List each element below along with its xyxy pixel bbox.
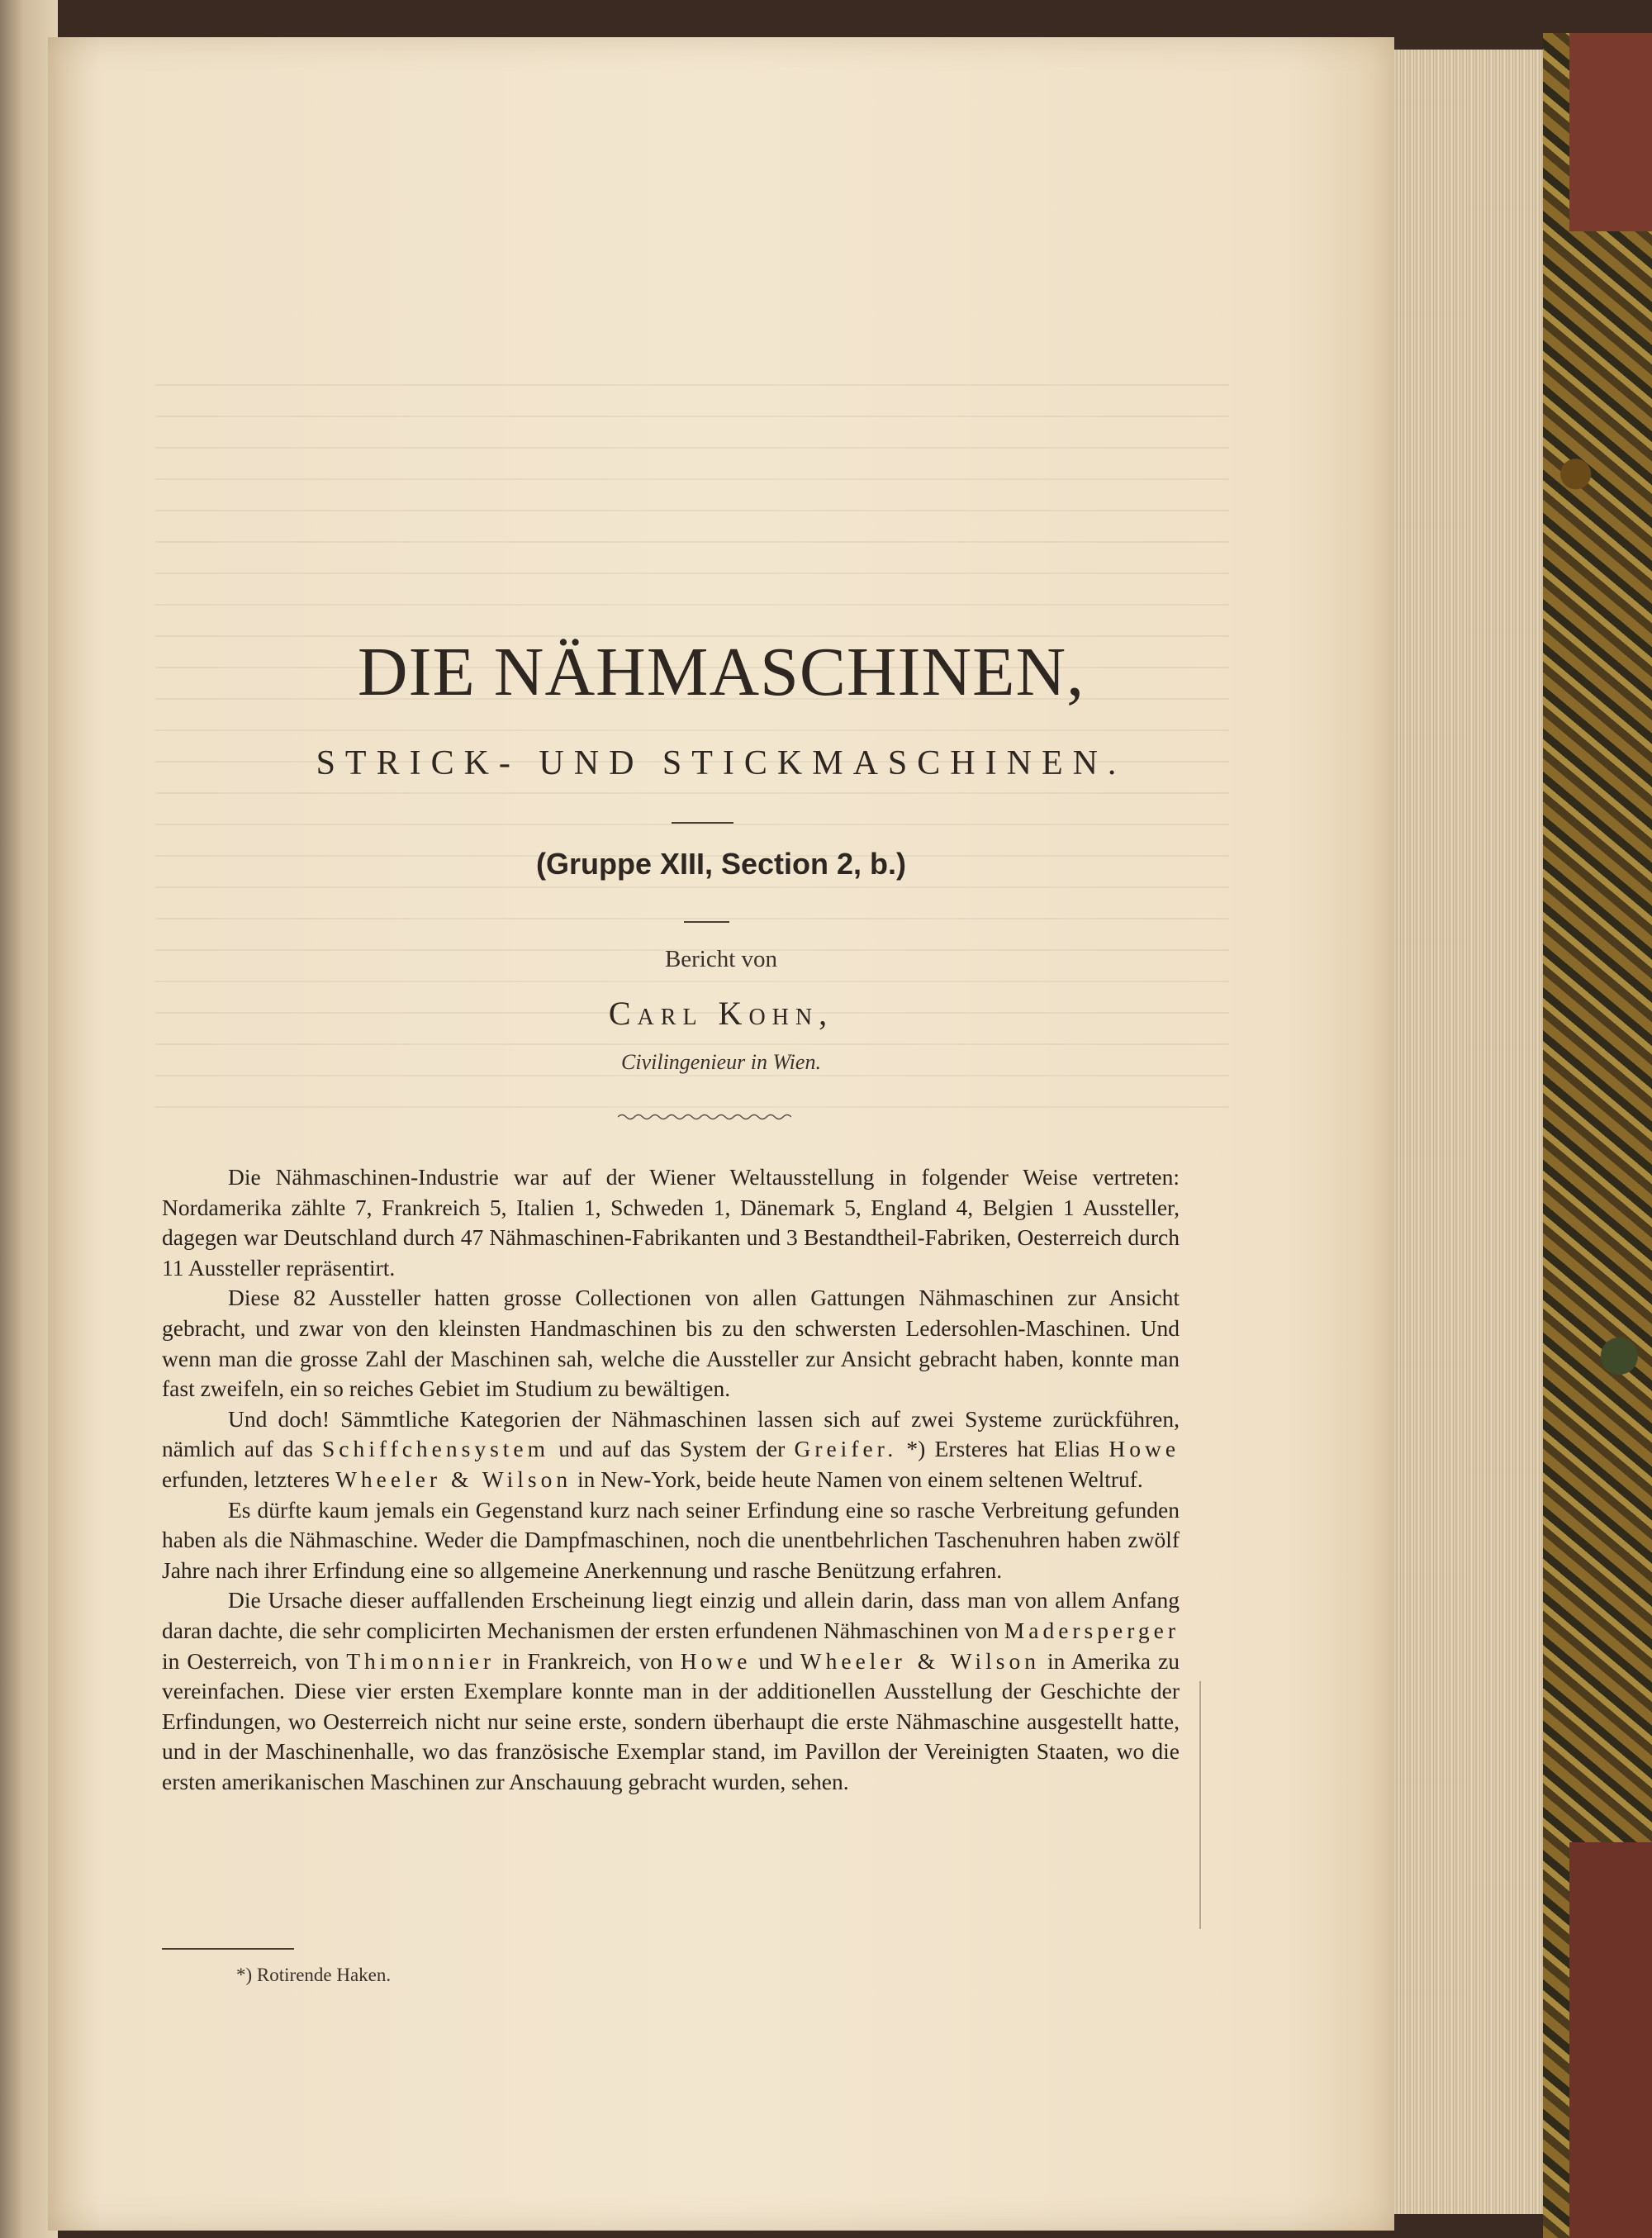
group-rule [684, 921, 729, 923]
title-rule [672, 822, 733, 824]
page-stack-edge [1394, 50, 1543, 2214]
author-affiliation: Civilingenieur in Wien. [621, 1050, 821, 1074]
paragraph-2: Diese 82 Aussteller hatten grosse Collectionen von allen Gattungen Nähmaschinen zur Ansicht gebracht, und zwar von den kleinsten Handmaschinen bis zu den schwersten Ledersohlen-Maschinen. Und wenn man die grosse Zahl der Maschinen sah, welche die Aussteller zur Ansicht gebracht haben, konnte man fast zweifeln, ein so reiches Gebiet im Studium zu bewältigen. [162, 1285, 1180, 1402]
text-span: in Oesterreich, von [162, 1647, 339, 1674]
text-span: und auf das System der [558, 1436, 786, 1462]
text-span: in Frankreich, von [502, 1647, 673, 1674]
ornamental-divider [618, 1111, 791, 1123]
body-text [162, 1162, 1180, 1797]
name-madersperger: Madersperger [1004, 1617, 1180, 1643]
term-shuttle-system: Schiffchensystem [322, 1436, 550, 1462]
paragraph-3 [162, 1404, 1180, 1495]
name-wheeler-wilson: Wheeler & Wilson [335, 1466, 572, 1492]
name-wheeler-wilson: Wheeler & Wilson [800, 1647, 1040, 1674]
page-content [48, 37, 1394, 2231]
margin-mark [1199, 1681, 1201, 1929]
page-title: DIE NÄHMASCHINEN, [357, 634, 1085, 710]
paragraph-1: Die Nähmaschinen-Industrie war auf der Wiener Weltausstellung in folgender Weise vertreten: Nordamerika zählte 7, Frankreich 5, Italien 1, Schweden 1, Dänemark 5, England 4, Belgien 1 Aussteller, dagegen war Deutschland durch 47 Nähmaschinen-Fabrikanten und 3 Bestandtheil-Fabriken, Oesterreich durch 11 Aussteller repräsentirt. [162, 1164, 1180, 1281]
paragraph-5 [162, 1585, 1180, 1797]
text-span: in Amerika zu vereinfachen. Diese vier ersten Exemplare konnte man in der additionellen Ausstellung der Geschichte der Erfindungen, wo Oesterreich nicht nur seine erste, sondern überhaupt die erste Nähmaschine ausgestellt hatte, und in der Maschinenhalle, wo das französische Exemplar stand, im Pavillon der Vereinigten Staaten, wo die ersten amerikanischen Maschinen zur Anschauung gebracht wurden, sehen. [162, 1647, 1180, 1794]
spine-leather-top [1569, 33, 1652, 231]
text-span: und [758, 1647, 793, 1674]
footnote-rule [162, 1948, 294, 1950]
name-howe: Howe [680, 1647, 752, 1674]
author-name: Carl Kohn, [608, 995, 834, 1032]
text-span: *) Ersteres hat Elias [906, 1436, 1100, 1462]
text-span: Und doch! Sämmtliche Kategorien der Nähmaschinen lassen sich auf zwei Systeme zurückführen, nämlich auf das [162, 1405, 1180, 1462]
page-subtitle: STRICK- UND STICKMASCHINEN. [316, 744, 1127, 782]
name-howe: Howe [1108, 1436, 1180, 1462]
term-gripper: Greifer. [794, 1436, 898, 1462]
group-section: (Gruppe XIII, Section 2, b.) [535, 847, 907, 881]
name-thimonnier: Thimonnier [346, 1647, 496, 1674]
footnote: *) Rotirende Haken. [236, 1965, 392, 1985]
text-span: Die Ursache dieser auffallenden Erscheinung liegt einzig und allein darin, dass man von allem Anfang daran dachte, die sehr complicirten Mechanismen der ersten erfundenen Nähmaschinen von [162, 1587, 1180, 1643]
spine-leather-bottom [1569, 1842, 1652, 2238]
paragraph-4: Es dürfte kaum jemals ein Gegenstand kurz nach seiner Erfindung eine so rasche Verbreitung gefunden haben als die Nähmaschine. Weder die Dampfmaschinen, noch die unentbehrlichen Taschenuhren haben zwölf Jahre nach ihrer Erfindung eine so allgemeine Anerkennung und rasche Benützung erfahren. [162, 1496, 1180, 1583]
text-span: erfunden, letzteres [162, 1466, 330, 1492]
text-span: in New-York, beide heute Namen von einem seltenen Weltruf. [577, 1466, 1143, 1492]
report-by: Bericht von [664, 946, 778, 972]
